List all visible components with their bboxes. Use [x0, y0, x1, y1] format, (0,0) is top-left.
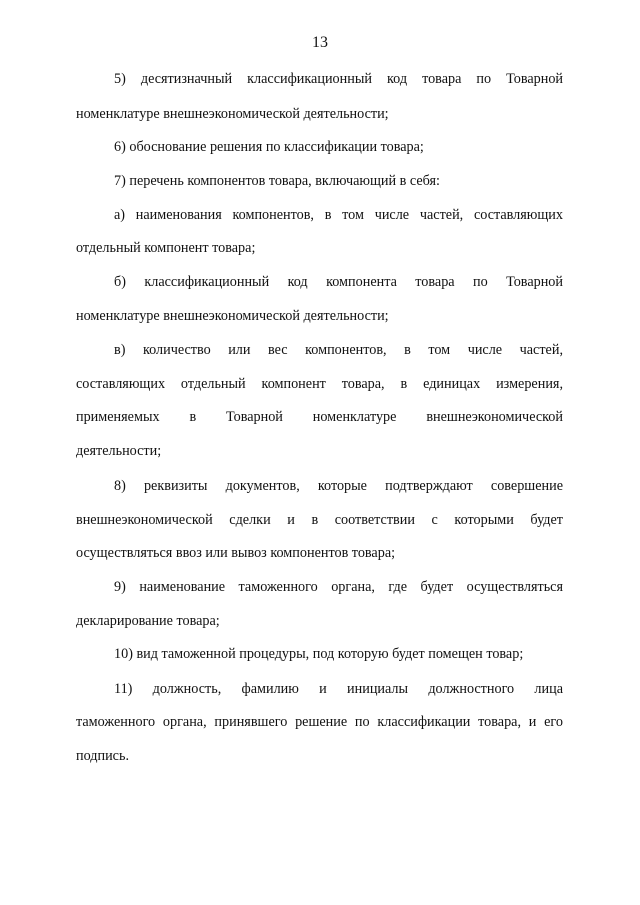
- text-line: 6) обоснование решения по классификации товара;: [114, 139, 424, 155]
- text-line: отдельный компонент товара;: [76, 240, 256, 256]
- text-line: 9) наименование таможенного органа, где будет осуществляться: [114, 579, 563, 595]
- text-line: осуществляться ввоз или вывоз компонентов товара;: [76, 545, 396, 561]
- text-line: номенклатуре внешнеэкономической деятельности;: [76, 308, 389, 324]
- text-line: 11) должность, фамилию и инициалы должностного лица: [114, 681, 563, 697]
- text-line: б) классификационный код компонента товара по Товарной: [114, 274, 563, 290]
- text-line: применяемых в Товарной номенклатуре внешнеэкономической: [76, 409, 563, 425]
- text-line: а) наименования компонентов, в том числе частей, составляющих: [114, 207, 563, 223]
- text-line: 8) реквизиты документов, которые подтверждают совершение: [114, 478, 563, 494]
- text-line: подпись.: [76, 748, 129, 764]
- text-line: таможенного органа, принявшего решение по классификации товара, и его: [76, 714, 563, 730]
- text-line: 7) перечень компонентов товара, включающий в себя:: [114, 173, 440, 189]
- text-line: в) количество или вес компонентов, в том числе частей,: [114, 342, 563, 358]
- text-line: номенклатуре внешнеэкономической деятельности;: [76, 106, 389, 122]
- text-line: составляющих отдельный компонент товара, в единицах измерения,: [76, 376, 563, 392]
- text-line: 5) десятизначный классификационный код товара по Товарной: [114, 71, 563, 87]
- text-line: 10) вид таможенной процедуры, под которую будет помещен товар;: [114, 646, 524, 662]
- text-line: декларирование товара;: [76, 613, 220, 629]
- page-number: 13: [312, 34, 328, 51]
- text-line: деятельности;: [76, 443, 162, 459]
- text-line: внешнеэкономической сделки и в соответствии с которыми будет: [76, 512, 563, 528]
